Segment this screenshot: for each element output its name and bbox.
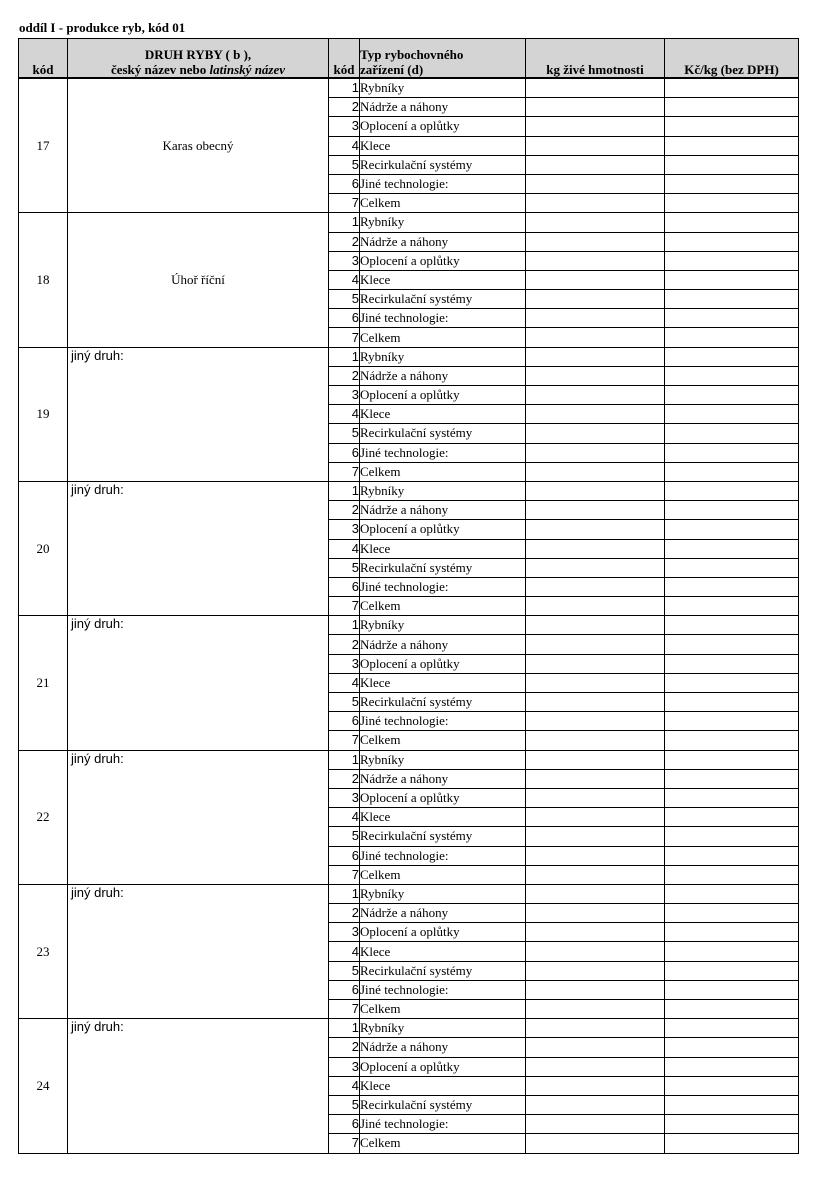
price-per-kg-input[interactable] (665, 117, 799, 136)
section-title: oddíl I - produkce ryb, kód 01 (19, 20, 186, 35)
facility-type-label: Oplocení a oplůtky (360, 923, 526, 942)
table-row (19, 616, 799, 635)
table-row (19, 750, 799, 769)
header-druh-line2-italic: latinský název (209, 62, 286, 77)
kg-live-weight-input[interactable] (526, 980, 665, 999)
facility-type-label: Recirkulační systémy (360, 1095, 526, 1114)
facility-type-label: Klece (360, 136, 526, 155)
facility-type-label: Nádrže a náhony (360, 769, 526, 788)
header-typ-line2: zařízení (d) (360, 62, 424, 77)
species-code: 17 (19, 78, 68, 213)
kg-live-weight-input[interactable] (526, 635, 665, 654)
species-name: Úhoř říční (68, 213, 329, 347)
header-kod: kód (19, 39, 68, 79)
facility-code: 1 (329, 1019, 360, 1038)
facility-code: 6 (329, 174, 360, 193)
kg-live-weight-input[interactable] (526, 270, 665, 289)
facility-code: 4 (329, 1076, 360, 1095)
header-druh-line2-plain: český název nebo (110, 62, 210, 77)
facility-type-label: Recirkulační systémy (360, 827, 526, 846)
price-per-kg-input[interactable] (665, 520, 799, 539)
facility-code: 5 (329, 290, 360, 309)
facility-code: 3 (329, 654, 360, 673)
facility-code: 4 (329, 136, 360, 155)
facility-code: 1 (329, 616, 360, 635)
species-name: Karas obecný (68, 78, 329, 213)
kg-live-weight-input[interactable] (526, 673, 665, 692)
facility-type-label: Klece (360, 270, 526, 289)
header-druh-line1: DRUH RYBY ( b ), (144, 47, 252, 62)
kg-live-weight-input[interactable] (526, 366, 665, 385)
table-row (19, 1019, 799, 1038)
kg-live-weight-input[interactable] (526, 1134, 665, 1153)
header-kg-ziva-hmotnost: kg živé hmotnosti (526, 39, 665, 79)
kg-live-weight-input[interactable] (526, 136, 665, 155)
header-kod-sub: kód (329, 39, 360, 79)
facility-type-label: Rybníky (360, 481, 526, 500)
facility-code: 3 (329, 788, 360, 807)
header-kc-per-kg: Kč/kg (bez DPH) (665, 39, 799, 79)
facility-code: 2 (329, 769, 360, 788)
kg-live-weight-input[interactable] (526, 309, 665, 328)
facility-type-label: Klece (360, 1076, 526, 1095)
price-per-kg-input[interactable] (665, 712, 799, 731)
facility-code: 2 (329, 366, 360, 385)
price-per-kg-input[interactable] (665, 884, 799, 903)
price-per-kg-input[interactable] (665, 846, 799, 865)
species-name-field[interactable]: jiný druh: (68, 884, 329, 1018)
facility-type-label: Rybníky (360, 213, 526, 232)
facility-code: 3 (329, 1057, 360, 1076)
facility-code: 4 (329, 673, 360, 692)
price-per-kg-input[interactable] (665, 923, 799, 942)
facility-type-label: Rybníky (360, 347, 526, 366)
price-per-kg-input[interactable] (665, 481, 799, 500)
facility-type-label: Rybníky (360, 616, 526, 635)
price-per-kg-input[interactable] (665, 1019, 799, 1038)
price-per-kg-input[interactable] (665, 673, 799, 692)
facility-type-label: Recirkulační systémy (360, 961, 526, 980)
price-per-kg-input[interactable] (665, 290, 799, 309)
facility-code: 3 (329, 520, 360, 539)
facility-type-label: Oplocení a oplůtky (360, 117, 526, 136)
facility-type-label: Jiné technologie: (360, 443, 526, 462)
price-per-kg-input[interactable] (665, 424, 799, 443)
facility-type-label: Celkem (360, 328, 526, 347)
price-per-kg-input[interactable] (665, 462, 799, 481)
species-code: 23 (19, 884, 68, 1018)
facility-type-label: Nádrže a náhony (360, 366, 526, 385)
table-row (19, 78, 799, 98)
kg-live-weight-input[interactable] (526, 827, 665, 846)
price-per-kg-input[interactable] (665, 731, 799, 750)
price-per-kg-input[interactable] (665, 328, 799, 347)
kg-live-weight-input[interactable] (526, 78, 665, 98)
price-per-kg-input[interactable] (665, 827, 799, 846)
table-row (19, 213, 799, 232)
kg-live-weight-input[interactable] (526, 98, 665, 117)
facility-code: 1 (329, 750, 360, 769)
facility-code: 7 (329, 731, 360, 750)
facility-code: 7 (329, 1000, 360, 1019)
header-druh-line2 (68, 62, 328, 77)
price-per-kg-input[interactable] (665, 865, 799, 884)
facility-code: 2 (329, 1038, 360, 1057)
kg-live-weight-input[interactable] (526, 750, 665, 769)
facility-type-label: Oplocení a oplůtky (360, 520, 526, 539)
fish-production-table (18, 38, 799, 1154)
facility-code: 1 (329, 213, 360, 232)
table-row (19, 347, 799, 366)
header-typ-zarizeni (360, 39, 526, 79)
facility-type-label: Rybníky (360, 884, 526, 903)
kg-live-weight-input[interactable] (526, 731, 665, 750)
facility-type-label: Nádrže a náhony (360, 635, 526, 654)
price-per-kg-input[interactable] (665, 213, 799, 232)
facility-code: 7 (329, 865, 360, 884)
facility-type-label: Celkem (360, 462, 526, 481)
facility-code: 3 (329, 117, 360, 136)
facility-type-label: Nádrže a náhony (360, 904, 526, 923)
facility-type-label: Oplocení a oplůtky (360, 788, 526, 807)
facility-code: 1 (329, 78, 360, 98)
facility-code: 7 (329, 597, 360, 616)
price-per-kg-input[interactable] (665, 942, 799, 961)
facility-type-label: Recirkulační systémy (360, 290, 526, 309)
price-per-kg-input[interactable] (665, 78, 799, 98)
kg-live-weight-input[interactable] (526, 616, 665, 635)
facility-code: 1 (329, 884, 360, 903)
table-header-row (19, 39, 799, 79)
price-per-kg-input[interactable] (665, 366, 799, 385)
facility-type-label: Klece (360, 808, 526, 827)
kg-live-weight-input[interactable] (526, 1057, 665, 1076)
price-per-kg-input[interactable] (665, 1038, 799, 1057)
facility-code: 2 (329, 904, 360, 923)
kg-live-weight-input[interactable] (526, 884, 665, 903)
facility-type-label: Jiné technologie: (360, 846, 526, 865)
facility-code: 4 (329, 270, 360, 289)
facility-type-label: Recirkulační systémy (360, 558, 526, 577)
table-row (19, 481, 799, 500)
facility-code: 7 (329, 328, 360, 347)
kg-live-weight-input[interactable] (526, 1038, 665, 1057)
kg-live-weight-input[interactable] (526, 174, 665, 193)
kg-live-weight-input[interactable] (526, 1115, 665, 1134)
price-per-kg-input[interactable] (665, 155, 799, 174)
kg-live-weight-input[interactable] (526, 347, 665, 366)
kg-live-weight-input[interactable] (526, 117, 665, 136)
price-per-kg-input[interactable] (665, 501, 799, 520)
facility-type-label: Klece (360, 673, 526, 692)
species-name-field[interactable]: jiný druh: (68, 1019, 329, 1153)
facility-code: 4 (329, 539, 360, 558)
kg-live-weight-input[interactable] (526, 251, 665, 270)
price-per-kg-input[interactable] (665, 270, 799, 289)
table-body (19, 78, 799, 1153)
price-per-kg-input[interactable] (665, 347, 799, 366)
facility-type-label: Klece (360, 942, 526, 961)
facility-type-label: Nádrže a náhony (360, 1038, 526, 1057)
kg-live-weight-input[interactable] (526, 923, 665, 942)
facility-code: 3 (329, 386, 360, 405)
kg-live-weight-input[interactable] (526, 693, 665, 712)
price-per-kg-input[interactable] (665, 904, 799, 923)
price-per-kg-input[interactable] (665, 251, 799, 270)
price-per-kg-input[interactable] (665, 654, 799, 673)
facility-type-label: Celkem (360, 1134, 526, 1153)
kg-live-weight-input[interactable] (526, 712, 665, 731)
facility-type-label: Oplocení a oplůtky (360, 654, 526, 673)
price-per-kg-input[interactable] (665, 788, 799, 807)
facility-code: 6 (329, 309, 360, 328)
facility-code: 7 (329, 462, 360, 481)
facility-code: 2 (329, 98, 360, 117)
facility-code: 3 (329, 923, 360, 942)
kg-live-weight-input[interactable] (526, 405, 665, 424)
facility-type-label: Klece (360, 405, 526, 424)
price-per-kg-input[interactable] (665, 443, 799, 462)
facility-code: 5 (329, 424, 360, 443)
species-code: 21 (19, 616, 68, 750)
price-per-kg-input[interactable] (665, 693, 799, 712)
facility-code: 7 (329, 1134, 360, 1153)
facility-code: 5 (329, 1095, 360, 1114)
kg-live-weight-input[interactable] (526, 597, 665, 616)
facility-code: 2 (329, 501, 360, 520)
price-per-kg-input[interactable] (665, 194, 799, 213)
species-code: 19 (19, 347, 68, 481)
facility-type-label: Celkem (360, 597, 526, 616)
facility-code: 5 (329, 558, 360, 577)
price-per-kg-input[interactable] (665, 961, 799, 980)
kg-live-weight-input[interactable] (526, 194, 665, 213)
facility-code: 4 (329, 405, 360, 424)
kg-live-weight-input[interactable] (526, 961, 665, 980)
facility-type-label: Nádrže a náhony (360, 501, 526, 520)
kg-live-weight-input[interactable] (526, 328, 665, 347)
price-per-kg-input[interactable] (665, 769, 799, 788)
price-per-kg-input[interactable] (665, 558, 799, 577)
facility-code: 1 (329, 481, 360, 500)
species-name-field[interactable]: jiný druh: (68, 750, 329, 884)
facility-type-label: Klece (360, 539, 526, 558)
kg-live-weight-input[interactable] (526, 904, 665, 923)
kg-live-weight-input[interactable] (526, 558, 665, 577)
table-row (19, 884, 799, 903)
kg-live-weight-input[interactable] (526, 808, 665, 827)
facility-type-label: Rybníky (360, 1019, 526, 1038)
facility-code: 6 (329, 846, 360, 865)
kg-live-weight-input[interactable] (526, 213, 665, 232)
kg-live-weight-input[interactable] (526, 788, 665, 807)
price-per-kg-input[interactable] (665, 1000, 799, 1019)
kg-live-weight-input[interactable] (526, 1019, 665, 1038)
facility-type-label: Oplocení a oplůtky (360, 386, 526, 405)
price-per-kg-input[interactable] (665, 635, 799, 654)
facility-code: 5 (329, 693, 360, 712)
facility-type-label: Oplocení a oplůtky (360, 1057, 526, 1076)
facility-type-label: Recirkulační systémy (360, 693, 526, 712)
kg-live-weight-input[interactable] (526, 481, 665, 500)
price-per-kg-input[interactable] (665, 1134, 799, 1153)
facility-type-label: Oplocení a oplůtky (360, 251, 526, 270)
facility-type-label: Celkem (360, 194, 526, 213)
facility-code: 2 (329, 635, 360, 654)
kg-live-weight-input[interactable] (526, 232, 665, 251)
price-per-kg-input[interactable] (665, 577, 799, 596)
facility-code: 2 (329, 232, 360, 251)
price-per-kg-input[interactable] (665, 808, 799, 827)
price-per-kg-input[interactable] (665, 136, 799, 155)
kg-live-weight-input[interactable] (526, 443, 665, 462)
species-name-field[interactable]: jiný druh: (68, 347, 329, 481)
header-typ-line1: Typ rybochovného (360, 47, 464, 62)
kg-live-weight-input[interactable] (526, 865, 665, 884)
price-per-kg-input[interactable] (665, 232, 799, 251)
facility-code: 5 (329, 155, 360, 174)
facility-type-label: Celkem (360, 865, 526, 884)
facility-code: 1 (329, 347, 360, 366)
facility-type-label: Celkem (360, 1000, 526, 1019)
species-name-field[interactable]: jiný druh: (68, 616, 329, 750)
facility-type-label: Jiné technologie: (360, 309, 526, 328)
price-per-kg-input[interactable] (665, 1095, 799, 1114)
kg-live-weight-input[interactable] (526, 501, 665, 520)
facility-type-label: Jiné technologie: (360, 980, 526, 999)
facility-type-label: Celkem (360, 731, 526, 750)
price-per-kg-input[interactable] (665, 980, 799, 999)
facility-code: 6 (329, 980, 360, 999)
species-code: 24 (19, 1019, 68, 1153)
facility-type-label: Rybníky (360, 78, 526, 98)
header-druh-ryby (68, 39, 329, 79)
price-per-kg-input[interactable] (665, 1115, 799, 1134)
kg-live-weight-input[interactable] (526, 769, 665, 788)
price-per-kg-input[interactable] (665, 750, 799, 769)
facility-code: 3 (329, 251, 360, 270)
facility-type-label: Nádrže a náhony (360, 232, 526, 251)
facility-type-label: Rybníky (360, 750, 526, 769)
price-per-kg-input[interactable] (665, 1057, 799, 1076)
price-per-kg-input[interactable] (665, 174, 799, 193)
species-code: 22 (19, 750, 68, 884)
species-name-field[interactable]: jiný druh: (68, 481, 329, 615)
kg-live-weight-input[interactable] (526, 942, 665, 961)
facility-code: 6 (329, 443, 360, 462)
facility-type-label: Nádrže a náhony (360, 98, 526, 117)
facility-code: 5 (329, 961, 360, 980)
kg-live-weight-input[interactable] (526, 846, 665, 865)
kg-live-weight-input[interactable] (526, 654, 665, 673)
species-code: 18 (19, 213, 68, 347)
species-code: 20 (19, 481, 68, 615)
facility-code: 6 (329, 712, 360, 731)
facility-type-label: Jiné technologie: (360, 712, 526, 731)
kg-live-weight-input[interactable] (526, 1000, 665, 1019)
facility-code: 6 (329, 577, 360, 596)
facility-code: 4 (329, 808, 360, 827)
kg-live-weight-input[interactable] (526, 1076, 665, 1095)
facility-type-label: Recirkulační systémy (360, 155, 526, 174)
kg-live-weight-input[interactable] (526, 577, 665, 596)
kg-live-weight-input[interactable] (526, 1095, 665, 1114)
facility-code: 4 (329, 942, 360, 961)
kg-live-weight-input[interactable] (526, 424, 665, 443)
price-per-kg-input[interactable] (665, 616, 799, 635)
price-per-kg-input[interactable] (665, 597, 799, 616)
facility-code: 6 (329, 1115, 360, 1134)
kg-live-weight-input[interactable] (526, 539, 665, 558)
facility-code: 7 (329, 194, 360, 213)
kg-live-weight-input[interactable] (526, 520, 665, 539)
kg-live-weight-input[interactable] (526, 290, 665, 309)
facility-type-label: Jiné technologie: (360, 1115, 526, 1134)
price-per-kg-input[interactable] (665, 98, 799, 117)
facility-type-label: Jiné technologie: (360, 577, 526, 596)
kg-live-weight-input[interactable] (526, 155, 665, 174)
price-per-kg-input[interactable] (665, 309, 799, 328)
kg-live-weight-input[interactable] (526, 386, 665, 405)
price-per-kg-input[interactable] (665, 386, 799, 405)
kg-live-weight-input[interactable] (526, 462, 665, 481)
facility-type-label: Jiné technologie: (360, 174, 526, 193)
price-per-kg-input[interactable] (665, 405, 799, 424)
facility-type-label: Recirkulační systémy (360, 424, 526, 443)
facility-code: 5 (329, 827, 360, 846)
price-per-kg-input[interactable] (665, 539, 799, 558)
price-per-kg-input[interactable] (665, 1076, 799, 1095)
